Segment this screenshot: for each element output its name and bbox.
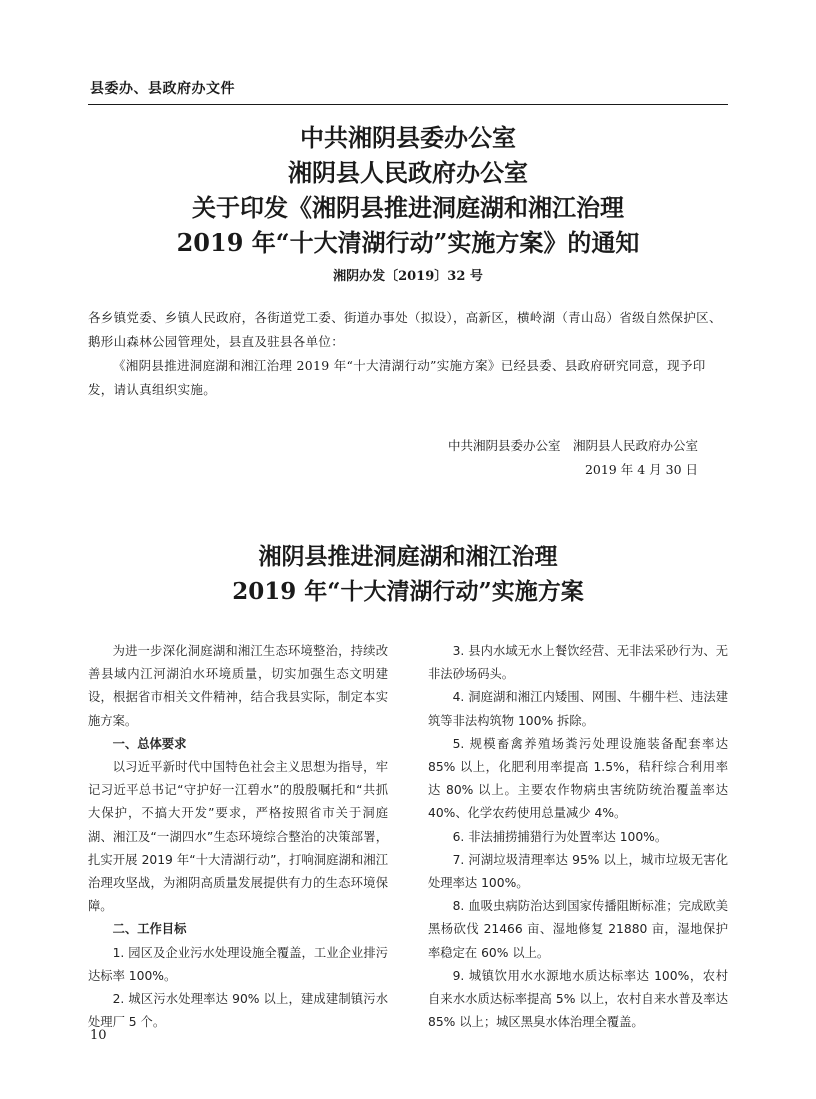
plan-left-column — [88, 640, 388, 1034]
section-heading: 一、总体要求 — [112, 736, 187, 751]
paragraph: 4. 洞庭湖和湘江内矮围、网围、牛棚牛栏、违法建筑等非法构筑物 100% 拆除。 — [428, 690, 728, 728]
page-number: 10 — [90, 1028, 107, 1043]
notice-title-line: 关于印发《湘阴县推进洞庭湖和湘江治理 — [192, 193, 624, 222]
paragraph: 以习近平新时代中国特色社会主义思想为指导，牢记习近平总书记“守护好一江碧水”的殷殷嘱托和“共抓大保护，不搞大开发”要求，严格按照省市关于洞庭湖、湘江及“一湖四水”生态环境综合整治的决策部署，扎实开展 2019 年“十大清湖行动”，打响洞庭湖和湘江治理攻坚战，为湘阴高质量发展提供有力的生态环境保障。 — [88, 760, 388, 914]
notice-signature-block — [88, 434, 698, 482]
paragraph: 6. 非法捕捞捕猎行为处置率达 100%。 — [452, 829, 668, 844]
paragraph: 7. 河湖垃圾清理率达 95% 以上，城市垃圾无害化处理率达 100%。 — [428, 852, 728, 891]
section-heading: 二、工作目标 — [112, 922, 187, 937]
notice-signature: 中共湘阴县委办公室 湘阴县人民政府办公室 — [447, 438, 698, 453]
paragraph: 8. 血吸虫病防治达到国家传播阻断标准；完成欧美黑杨砍伐 21466 亩、湿地修复 21880 亩，湿地保护率稳定在 60% 以上。 — [428, 899, 728, 960]
notice-body — [88, 306, 728, 402]
paragraph: 3. 县内水域无水上餐饮经营、无非法采砂行为、无非法砂场码头。 — [428, 644, 728, 682]
notice-title — [88, 120, 728, 260]
header-category: 县委办、县政府办文件 — [90, 81, 235, 97]
paragraph: 5. 规模畜禽养殖场粪污处理设施装备配套率达 85% 以上，化肥利用率提高 1.5%，秸秆综合利用率达 80% 以上。主要农作物病虫害统防统治覆盖率达 40%、化学农药使用总量减少 4%。 — [428, 736, 728, 821]
paragraph: 2. 城区污水处理率达 90% 以上，建成建制镇污水处理厂 5 个。 — [88, 992, 388, 1030]
paragraph: 1. 园区及企业污水处理设施全覆盖，工业企业排污达标率 100%。 — [88, 945, 388, 983]
notice-title-line: 中共湘阴县委办公室 — [300, 123, 516, 152]
notice-content: 《湘阴县推进洞庭湖和湘江治理 2019 年“十大清湖行动”实施方案》已经县委、县政府研究同意，现予印发，请认真组织实施。 — [88, 358, 706, 397]
header-divider — [88, 104, 728, 105]
plan-title-line: 2019 年“十大清湖行动”实施方案 — [232, 578, 584, 605]
notice-title-line: 湘阴县人民政府办公室 — [288, 158, 528, 187]
document-number: 湘阴办发〔2019〕32 号 — [333, 269, 483, 284]
notice-date: 2019 年 4 月 30 日 — [584, 462, 698, 477]
notice-title-line: 2019 年“十大清湖行动”实施方案》的通知 — [176, 228, 640, 257]
plan-right-column — [428, 640, 728, 1034]
paragraph: 为进一步深化洞庭湖和湘江生态环境整治，持续改善县域内江河湖泊水环境质量，切实加强生态文明建设，根据省市相关文件精神，结合我县实际，制定本实施方案。 — [88, 644, 388, 728]
notice-recipients: 各乡镇党委、乡镇人民政府，各街道党工委、街道办事处（拟设），高新区，横岭湖（青山岛）省级自然保护区、鹅形山森林公园管理处，县直及驻县各单位： — [88, 310, 722, 349]
plan-title — [88, 539, 728, 609]
paragraph: 9. 城镇饮用水水源地水质达标率达 100%，农村自来水水质达标率提高 5% 以上，农村自来水普及率达 85% 以上；城区黑臭水体治理全覆盖。 — [428, 968, 728, 1030]
plan-title-line: 湘阴县推进洞庭湖和湘江治理 — [258, 543, 558, 570]
